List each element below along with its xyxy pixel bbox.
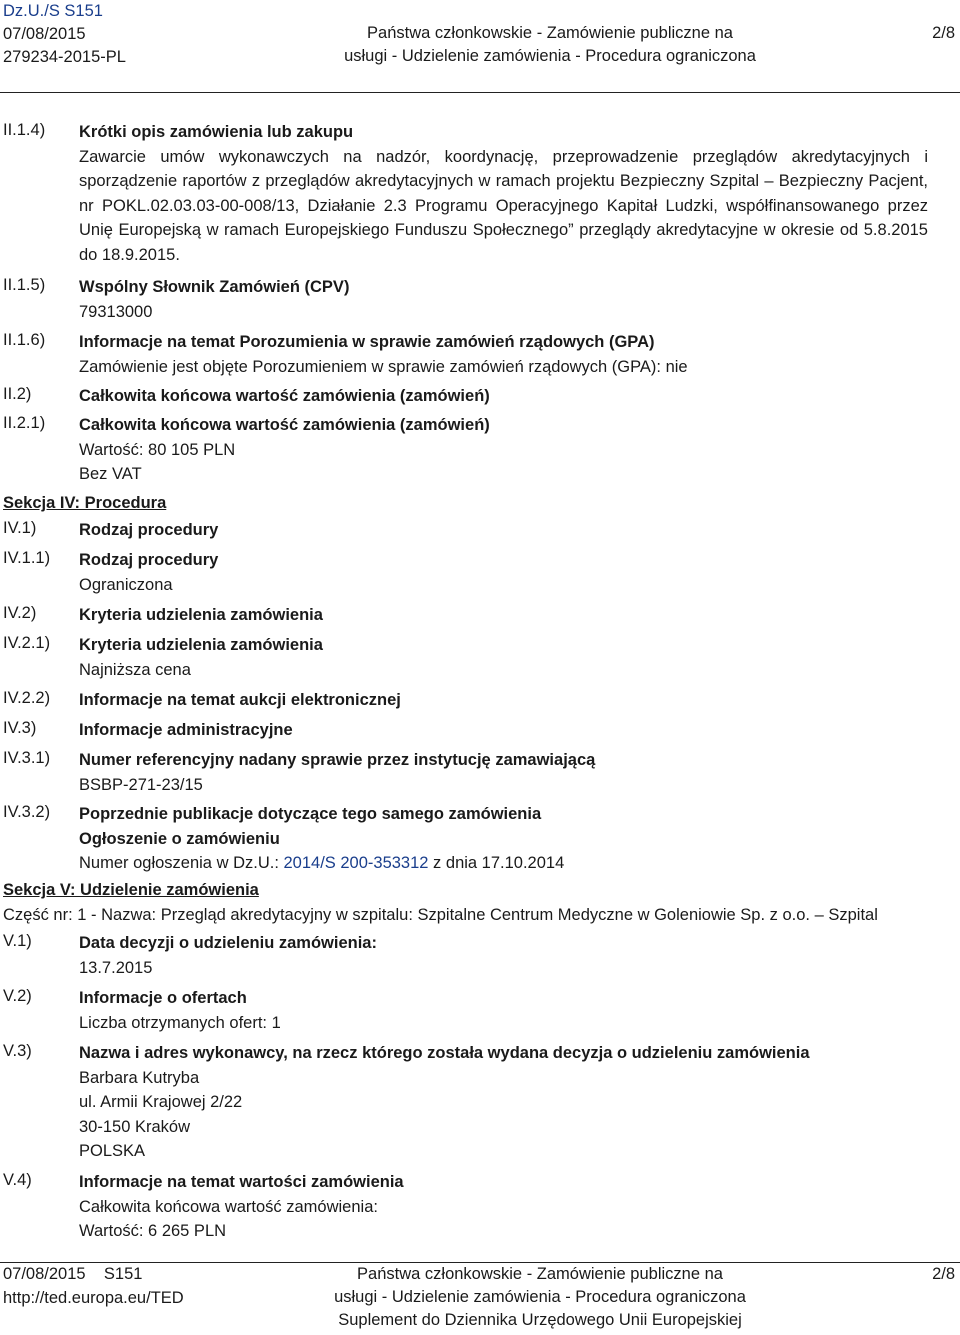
footer-title-line1: Państwa członkowskie - Zamówienie publiczne na: [357, 1265, 723, 1283]
reference-number-block: [79, 748, 928, 797]
short-description-heading: Krótki opis zamówienia lub zakupu: [79, 123, 354, 141]
section-number: IV.3.1): [3, 749, 51, 767]
section-number: II.2): [3, 385, 32, 403]
decision-date: 13.7.2015: [79, 958, 153, 977]
section-number: IV.2): [3, 604, 37, 622]
header-page: 2/8: [932, 24, 955, 42]
award-criteria-heading: Kryteria udzielenia zamówienia: [79, 606, 323, 624]
section-number: V.3): [3, 1042, 32, 1060]
section-number: IV.3.2): [3, 803, 51, 821]
section-number: V.2): [3, 987, 32, 1005]
footer-url[interactable]: http://ted.europa.eu/TED: [3, 1289, 184, 1307]
contract-notice-heading: Ogłoszenie o zamówieniu: [79, 829, 280, 848]
section-number: IV.2.2): [3, 689, 51, 707]
procedure-type-block: [79, 518, 928, 543]
contractor-block: [79, 1041, 928, 1164]
award-criteria-value: Najniższa cena: [79, 660, 191, 679]
section-number: II.1.4): [3, 121, 46, 139]
award-criteria-detail: [79, 633, 928, 682]
offers-heading: Informacje o ofertach: [79, 989, 247, 1007]
page-header: [0, 0, 960, 93]
header-left: [3, 0, 126, 69]
previous-publications-heading: Poprzednie publikacje dotyczące tego samego zamówienia: [79, 805, 542, 823]
cpv-block: [79, 275, 928, 324]
section-v-title: Sekcja V: Udzielenie zamówienia: [3, 881, 259, 899]
total-value: Wartość: 80 105 PLN: [79, 440, 236, 459]
section-number: II.2.1): [3, 414, 46, 432]
footer-page: 2/8: [932, 1265, 955, 1283]
total-value-heading-block: [79, 384, 928, 409]
section-number: V.4): [3, 1171, 32, 1189]
notice-date: z dnia 17.10.2014: [428, 854, 565, 872]
header-title-line2: usługi - Udzielenie zamówienia - Procedura ograniczona: [344, 47, 756, 65]
eauction-heading: Informacje na temat aukcji elektronicznej: [79, 691, 401, 709]
vat-note: Bez VAT: [79, 465, 142, 483]
admin-info-block: [79, 718, 928, 743]
page-footer: [0, 1262, 960, 1335]
section-number: II.1.6): [3, 331, 46, 349]
award-criteria-block: [79, 603, 928, 628]
procedure-type-subheading: Rodzaj procedury: [79, 551, 219, 569]
footer-title-line2: usługi - Udzielenie zamówienia - Procedura ograniczona: [334, 1288, 746, 1306]
procedure-type-heading: Rodzaj procedury: [79, 521, 219, 539]
contract-value-heading: Informacje na temat wartości zamówienia: [79, 1173, 404, 1191]
journal-link[interactable]: Dz.U./S S151: [3, 2, 103, 20]
contractor-city: 30-150 Kraków: [79, 1117, 190, 1136]
section-number: IV.2.1): [3, 634, 51, 652]
header-ref: 279234-2015-PL: [3, 48, 126, 66]
offers-count: Liczba otrzymanych ofert: 1: [79, 1013, 281, 1032]
total-value-block: [79, 413, 928, 487]
reference-number-heading: Numer referencyjny nadany sprawie przez instytucję zamawiającą: [79, 751, 596, 769]
gpa-heading: Informacje na temat Porozumienia w sprawie zamówień rządowych (GPA): [79, 333, 655, 351]
header-date: 07/08/2015: [3, 25, 86, 43]
gpa-text: Zamówienie jest objęte Porozumieniem w sprawie zamówień rządowych (GPA): nie: [79, 357, 688, 376]
contract-value-block: [79, 1170, 928, 1244]
previous-publications-block: [79, 802, 928, 876]
cpv-code: 79313000: [79, 302, 153, 321]
award-criteria-subheading: Kryteria udzielenia zamówienia: [79, 636, 323, 654]
cpv-heading: Wspólny Słownik Zamówień (CPV): [79, 278, 350, 296]
section-number: IV.3): [3, 719, 37, 737]
footer-title-line3: Suplement do Dziennika Urzędowego Unii Europejskiej: [338, 1311, 742, 1329]
contractor-street: ul. Armii Krajowej 2/22: [79, 1093, 243, 1111]
contract-value-label: Całkowita końcowa wartość zamówienia:: [79, 1197, 378, 1216]
reference-number: BSBP-271-23/15: [79, 775, 203, 794]
section-number: IV.1.1): [3, 549, 51, 567]
lot-title: Część nr: 1 - Nazwa: Przegląd akredytacyjny w szpitalu: Szpitalne Centrum Medyczne w Goleniowie Sp. z o.o. – Szpital: [3, 906, 878, 924]
offers-block: [79, 986, 928, 1035]
total-value-heading: Całkowita końcowa wartość zamówienia (zamówień): [79, 387, 490, 405]
procedure-type-detail: [79, 548, 928, 597]
contract-value: Wartość: 6 265 PLN: [79, 1222, 227, 1240]
short-description-text: Zawarcie umów wykonawczych na nadzór, koordynację, przeprowadzenie przeglądów akredytacyjnych i sporządzenie raportów z przeglądów akredytacyjnych w ramach projektu Bezpieczny Szpital – Bezpieczny Pacjent, nr POKL.02.03.03-00-008/13, Działanie 2.3 Programu Operacyjnego Kapitał Ludzki, współfinansowanego przez Unię Europejską w ramach Europejskiego Funduszu Społecznego” przeglądy akredytacyjne w okresie od 5.8.2015 do 18.9.2015.: [79, 147, 928, 264]
footer-title: [250, 1263, 830, 1332]
procedure-type-value: Ograniczona: [79, 575, 173, 594]
gpa-block: [79, 330, 928, 379]
total-value-subheading: Całkowita końcowa wartość zamówienia (zamówień): [79, 416, 490, 434]
admin-info-heading: Informacje administracyjne: [79, 721, 293, 739]
section-iv-title: Sekcja IV: Procedura: [3, 494, 167, 512]
short-description: [79, 120, 928, 267]
decision-date-heading: Data decyzji o udzieleniu zamówienia:: [79, 934, 377, 952]
eauction-block: [79, 688, 928, 713]
notice-number-line: [79, 851, 928, 876]
contractor-heading: Nazwa i adres wykonawcy, na rzecz którego została wydana decyzja o udzieleniu zamówienia: [79, 1044, 810, 1062]
contractor-name: Barbara Kutryba: [79, 1068, 200, 1087]
footer-date: 07/08/2015 S151: [3, 1265, 143, 1283]
section-number: II.1.5): [3, 276, 46, 294]
section-number: IV.1): [3, 519, 37, 537]
header-title: [280, 22, 820, 68]
notice-number-label: Numer ogłoszenia w Dz.U.:: [79, 854, 284, 872]
contractor-country: POLSKA: [79, 1142, 146, 1160]
section-number: V.1): [3, 932, 32, 950]
notice-number-link[interactable]: 2014/S 200-353312: [283, 854, 429, 872]
decision-date-block: [79, 931, 928, 980]
header-title-line1: Państwa członkowskie - Zamówienie publiczne na: [367, 24, 733, 42]
